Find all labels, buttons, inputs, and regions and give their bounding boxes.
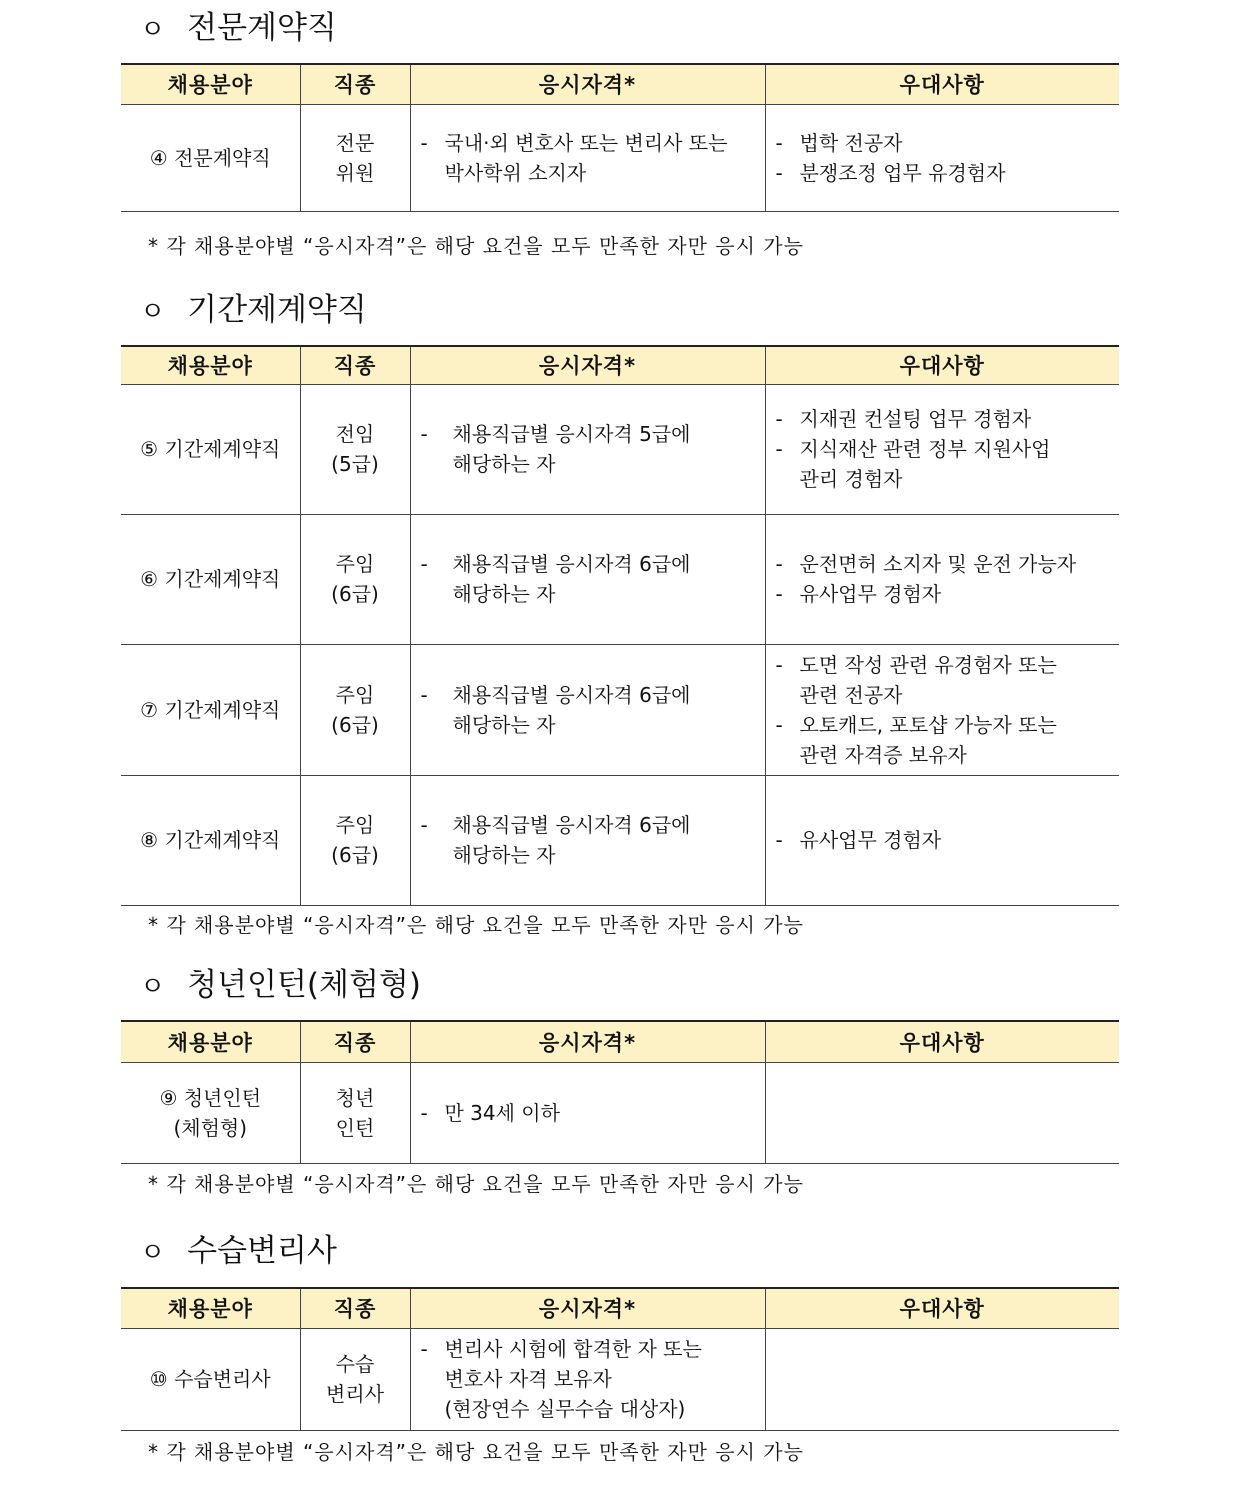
qualification-line: 박사학위 소지자 [444,160,587,185]
job-line: (6급) [331,712,379,737]
job-line: 주임 [335,682,375,707]
qualification-cell [410,384,765,514]
job-line: (5급) [331,452,379,476]
field-line: ⑨ 청년인턴 [159,1085,262,1110]
header-preference: 우대사항 [765,64,1119,104]
preference-item: - 법학 전공자 [775,130,903,155]
section-title-youth-intern [140,965,421,1007]
preference-item: - 오토캐드, 포토샵 가능자 또는 관련 자격증 보유자 [775,712,1057,767]
job-line: 변리사 [326,1382,384,1406]
preference-item: - 유사업무 경험자 [775,582,942,606]
footnote: * 각 채용분야별 “응시자격”은 해당 요건을 모두 만족한 자만 응시 가능 [148,234,804,258]
job-line: (6급) [331,843,379,867]
qualification-line: 해당하는 자 [452,582,556,606]
job-line: 주임 [335,552,375,576]
header-job: 직종 [300,64,410,104]
header-field: 채용분야 [121,1021,300,1062]
qualification-item: - 채용직급별 응시자격 6급에 해당하는 자 [411,549,765,609]
qualification-cell [410,104,765,211]
footnote: * 각 채용분야별 “응시자격”은 해당 요건을 모두 만족한 자만 응시 가능 [148,1440,804,1464]
footnote: * 각 채용분야별 “응시자격”은 해당 요건을 모두 만족한 자만 응시 가능 [148,913,804,937]
table-header-row [121,1021,1119,1062]
job-line: 인턴 [335,1115,375,1140]
qualification-item: - 국내·외 변호사 또는 변리사 또는 박사학위 소지자 [411,128,765,188]
header-preference: 우대사항 [765,1021,1119,1062]
qualification-item: - 채용직급별 응시자격 6급에 해당하는 자 [411,680,765,740]
preference-cell [765,775,1119,905]
qualification-cell [410,644,765,775]
trainee-patent-attorney-table [121,1287,1119,1431]
job-cell [300,1328,410,1430]
header-field: 채용분야 [121,1288,300,1328]
job-cell [300,104,410,211]
table-row [121,104,1119,211]
qualification-item: - 만 34세 이하 [420,1100,560,1125]
header-preference: 우대사항 [765,346,1119,384]
preference-cell [765,1328,1119,1430]
preference-item: - 운전면허 소지자 및 운전 가능자 [775,552,1077,576]
table-row [121,384,1119,514]
qualification-item: - 채용직급별 응시자격 6급에 해당하는 자 [411,810,765,870]
section-title-text: 수습변리사 [187,1233,337,1269]
preference-cell [765,384,1119,514]
field-cell [121,1062,300,1163]
field-cell: ⑥ 기간제계약직 [121,514,300,644]
qualification-line: 변호사 자격 보유자 [444,1367,612,1391]
field-cell: ⑩ 수습변리사 [121,1328,300,1430]
field-cell: ⑧ 기간제계약직 [121,775,300,905]
field-cell: ⑦ 기간제계약직 [121,644,300,775]
qualification-line: 해당하는 자 [452,712,556,737]
section-title-professional [140,8,337,50]
qualification-line: 해당하는 자 [452,452,556,476]
table-row [121,1328,1119,1430]
table-header-row [121,64,1119,104]
header-job: 직종 [300,1021,410,1062]
job-cell [300,644,410,775]
fixed-term-table [121,345,1119,906]
qualification-line: 채용직급별 응시자격 5급에 [452,422,691,446]
header-qualification: 응시자격* [410,1288,765,1328]
qualification-cell [410,775,765,905]
bullet-icon: ㅇ [140,297,166,327]
job-line: 위원 [335,160,375,185]
qualification-cell [410,1062,765,1163]
job-cell [300,514,410,644]
footnote: * 각 채용분야별 “응시자격”은 해당 요건을 모두 만족한 자만 응시 가능 [148,1172,804,1196]
job-line: 주임 [335,813,375,837]
header-field: 채용분야 [121,346,300,384]
qualification-item: - 변리사 시험에 합격한 자 또는 변호사 자격 보유자 (현장연수 실무수습 대상자) [411,1334,765,1424]
header-qualification: 응시자격* [410,64,765,104]
job-line: 청년 [335,1085,375,1110]
qualification-line: 채용직급별 응시자격 6급에 [452,552,691,576]
header-preference: 우대사항 [765,1288,1119,1328]
preference-cell [765,1062,1119,1163]
section-title-trainee-patent-attorney [140,1231,337,1273]
job-line: 전임 [335,422,375,446]
qualification-cell [410,514,765,644]
field-cell: ⑤ 기간제계약직 [121,384,300,514]
bullet-icon: ㅇ [140,1238,166,1268]
header-qualification: 응시자격* [410,1021,765,1062]
preference-item: - 도면 작성 관련 유경험자 또는 관련 전공자 [775,652,1057,707]
table-row [121,644,1119,775]
header-qualification: 응시자격* [410,346,765,384]
section-title-fixed-term [140,290,367,332]
bullet-icon: ㅇ [140,972,166,1002]
header-job: 직종 [300,346,410,384]
qualification-line: (현장연수 실무수습 대상자) [444,1397,686,1421]
qualification-cell [410,1328,765,1430]
qualification-line: 채용직급별 응시자격 6급에 [452,682,691,707]
preference-item: - 분쟁조정 업무 유경험자 [775,160,1006,185]
youth-intern-table [121,1020,1119,1164]
preference-cell [765,644,1119,775]
preference-item: - 지재권 컨설팅 업무 경험자 [775,407,1032,431]
job-cell [300,1062,410,1163]
field-line: (체험형) [173,1115,248,1140]
preference-cell [765,514,1119,644]
professional-table [121,63,1119,212]
qualification-item: - 채용직급별 응시자격 5급에 해당하는 자 [411,419,765,479]
field-cell: ④ 전문계약직 [121,104,300,211]
bullet-icon: ㅇ [140,15,166,45]
table-header-row [121,1288,1119,1328]
job-cell [300,384,410,514]
header-field: 채용분야 [121,64,300,104]
job-line: 전문 [335,130,375,155]
qualification-line: 변리사 시험에 합격한 자 또는 [444,1337,702,1361]
section-title-text: 청년인턴(체험형) [187,967,421,1003]
job-line: 수습 [335,1352,375,1376]
section-title-text: 기간제계약직 [187,292,367,328]
preference-item: - 지식재산 관련 정부 지원사업 관리 경험자 [775,437,1051,491]
job-line: (6급) [331,582,379,606]
preference-cell [765,104,1119,211]
header-job: 직종 [300,1288,410,1328]
qualification-line: 채용직급별 응시자격 6급에 [452,813,691,837]
qualification-line: 해당하는 자 [452,843,556,867]
table-row [121,1062,1119,1163]
table-row [121,775,1119,905]
table-header-row [121,346,1119,384]
qualification-line: 국내·외 변호사 또는 변리사 또는 [444,130,728,155]
job-cell [300,775,410,905]
section-title-text: 전문계약직 [187,10,337,46]
preference-item: - 유사업무 경험자 [775,828,942,852]
table-row [121,514,1119,644]
